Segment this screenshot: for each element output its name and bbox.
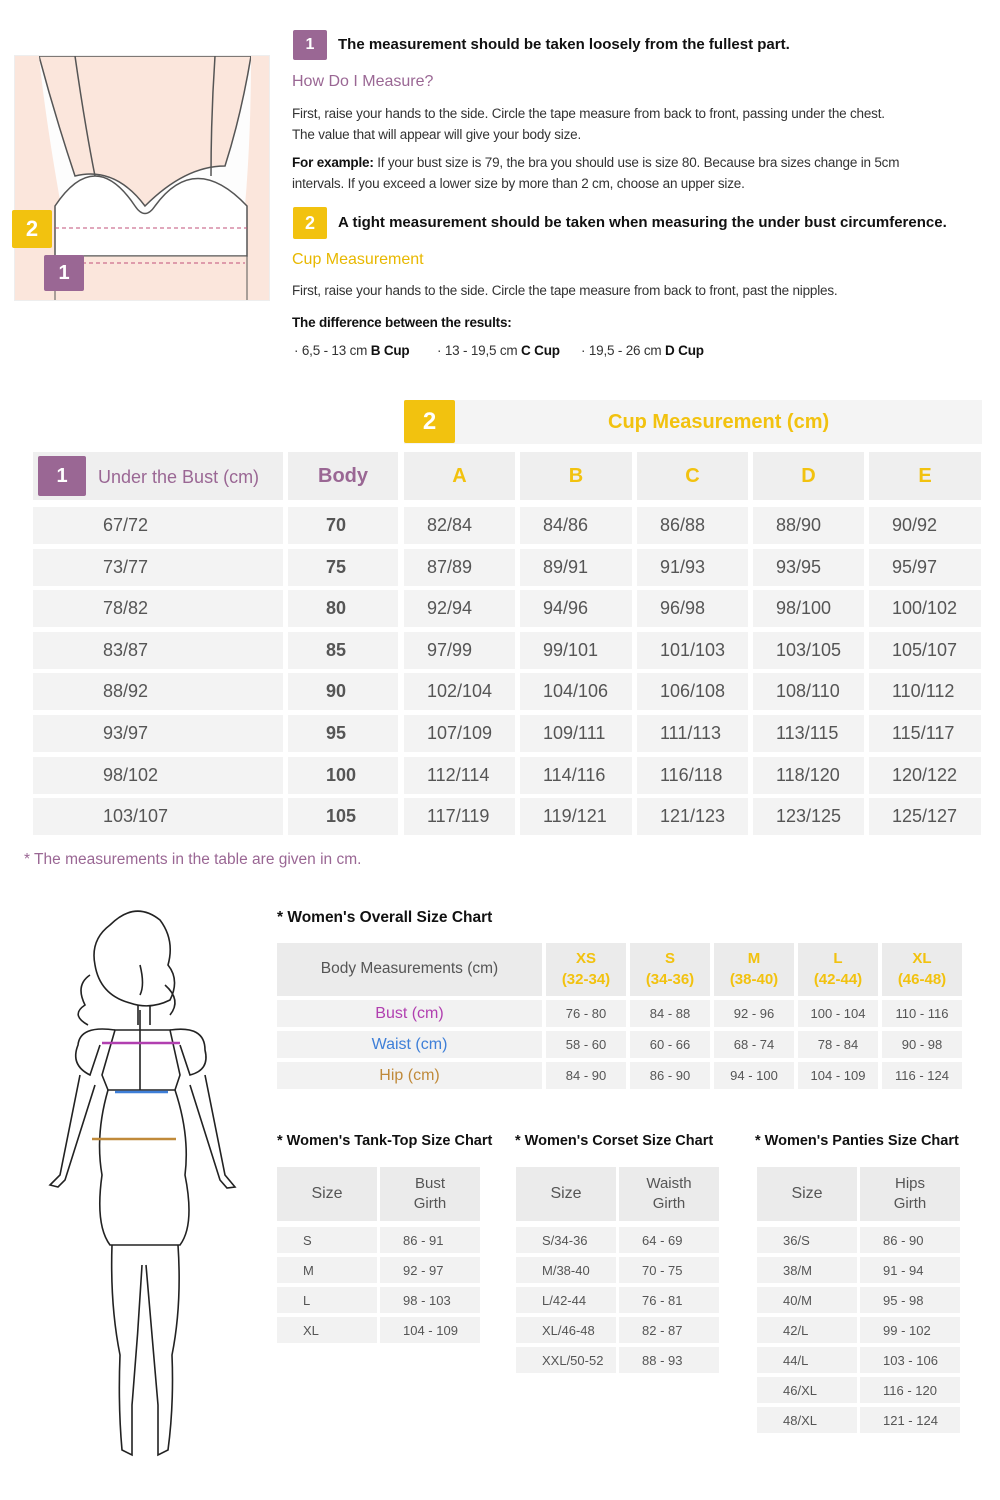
under-bust-cell: 83/87 (33, 632, 283, 669)
diff-cup: D Cup (665, 343, 704, 358)
diff-item-b (294, 343, 409, 358)
corset-girth-header-b: Girth (652, 1195, 686, 1212)
table-note: * The measurements in the table are given in cm. (24, 851, 362, 868)
cup-value-cell: 102/104 (404, 673, 515, 710)
panties-size-cell: 36/S (757, 1227, 857, 1253)
under-bust-header-badge: 1 (38, 456, 86, 496)
overall-size-name: L (833, 950, 843, 968)
diff-range: · 19,5 - 26 cm (581, 343, 666, 358)
body-size-cell: 85 (288, 632, 398, 669)
overall-value-cell: 90 - 98 (882, 1031, 962, 1058)
cup-value-cell: 103/105 (753, 632, 864, 669)
overall-value-cell: 100 - 104 (798, 1000, 878, 1027)
panties-girth-header-a: Hips (894, 1174, 925, 1192)
corset-size-cell: L/42-44 (516, 1287, 616, 1313)
under-bust-cell: 78/82 (33, 590, 283, 627)
cup-header-b: B (520, 452, 632, 500)
cup-value-cell: 120/122 (869, 757, 981, 794)
overall-value-cell: 92 - 96 (714, 1000, 794, 1027)
diff-range: · 13 - 19,5 cm (437, 343, 522, 358)
body-figure-illustration (40, 905, 245, 1465)
overall-size-name: S (664, 950, 675, 968)
cup-value-cell: 82/84 (404, 507, 515, 544)
cup-value-cell: 87/89 (404, 549, 515, 586)
cup-value-cell: 92/94 (404, 590, 515, 627)
panties-girth-cell: 86 - 90 (860, 1227, 960, 1253)
cup-value-cell: 116/118 (637, 757, 748, 794)
point2-badge: 2 (293, 207, 327, 239)
cup-value-cell: 84/86 (520, 507, 632, 544)
corset-size-cell: XL/46-48 (516, 1317, 616, 1343)
overall-size-range: (32-34) (561, 970, 611, 988)
cup-header: Cup Measurement (cm) (608, 411, 830, 433)
under-bust-cell: 73/77 (33, 549, 283, 586)
cup-value-cell: 119/121 (520, 798, 632, 835)
under-bust-cell: 98/102 (33, 757, 283, 794)
corset-size-cell: M/38-40 (516, 1257, 616, 1283)
corset-girth-header-a: Waisth (646, 1174, 692, 1192)
cup-value-cell: 95/97 (869, 549, 981, 586)
body-size-cell: 70 (288, 507, 398, 544)
overall-size-range: (46-48) (897, 970, 947, 988)
cup-header-badge: 2 (404, 400, 455, 443)
overall-size-range: (38-40) (729, 970, 779, 988)
tank-girth-cell: 98 - 103 (380, 1287, 480, 1313)
cup-value-cell: 97/99 (404, 632, 515, 669)
corset-size-header: Size (516, 1167, 616, 1221)
overall-size-range: (34-36) (645, 970, 695, 988)
tank-size-cell: M (277, 1257, 377, 1283)
body-size-cell: 105 (288, 798, 398, 835)
body-size-cell: 75 (288, 549, 398, 586)
cup-text: First, raise your hands to the side. Circle the tape measure from back to front, past the nipples. (292, 283, 838, 298)
overall-value-cell: 76 - 80 (546, 1000, 626, 1027)
overall-value-cell: 84 - 90 (546, 1062, 626, 1089)
overall-value-cell: 78 - 84 (798, 1031, 878, 1058)
overall-size-header (798, 943, 878, 996)
cup-value-cell: 99/101 (520, 632, 632, 669)
cup-value-cell: 107/109 (404, 715, 515, 752)
body-size-cell: 100 (288, 757, 398, 794)
tank-size-cell: S (277, 1227, 377, 1253)
overall-size-name: XS (575, 950, 596, 968)
how-title: How Do I Measure? (292, 73, 434, 90)
example-label: For example: (292, 155, 374, 170)
example-line-1 (292, 155, 899, 170)
corset-girth-header (619, 1167, 719, 1221)
panties-girth-cell: 91 - 94 (860, 1257, 960, 1283)
overall-title: * Women's Overall Size Chart (277, 909, 493, 926)
under-bust-header: Under the Bust (cm) (98, 467, 260, 487)
cup-value-cell: 98/100 (753, 590, 864, 627)
corset-title: * Women's Corset Size Chart (515, 1133, 714, 1149)
cup-value-cell: 115/117 (869, 715, 981, 752)
cup-value-cell: 113/115 (753, 715, 864, 752)
cup-value-cell: 88/90 (753, 507, 864, 544)
overall-size-header (714, 943, 794, 996)
diff-cup: B Cup (370, 343, 410, 358)
cup-header-a: A (404, 452, 515, 500)
corset-size-cell: S/34-36 (516, 1227, 616, 1253)
overall-row-label: Bust (cm) (277, 1000, 542, 1027)
diff-cup: C Cup (521, 343, 560, 358)
panties-size-cell: 42/L (757, 1317, 857, 1343)
tank-girth-header-a: Bust (414, 1174, 445, 1192)
panties-size-cell: 48/XL (757, 1407, 857, 1433)
cup-value-cell: 91/93 (637, 549, 748, 586)
cup-value-cell: 121/123 (637, 798, 748, 835)
overall-value-cell: 68 - 74 (714, 1031, 794, 1058)
overall-value-cell: 94 - 100 (714, 1062, 794, 1089)
under-bust-cell: 88/92 (33, 673, 283, 710)
cup-value-cell: 101/103 (637, 632, 748, 669)
example-text-1: If your bust size is 79, the bra you should use is size 80. Because bra sizes change in 5cm (373, 155, 900, 170)
diff-range: · 6,5 - 13 cm (294, 343, 371, 358)
overall-size-header (882, 943, 962, 996)
tank-girth-cell: 92 - 97 (380, 1257, 480, 1283)
cup-header-e: E (869, 452, 981, 500)
image-badge-2: 2 (12, 210, 52, 248)
cup-value-cell: 108/110 (753, 673, 864, 710)
overall-value-cell: 58 - 60 (546, 1031, 626, 1058)
tank-size-header: Size (277, 1167, 377, 1221)
body-size-cell: 90 (288, 673, 398, 710)
panties-girth-cell: 99 - 102 (860, 1317, 960, 1343)
panties-girth-cell: 121 - 124 (860, 1407, 960, 1433)
cup-title: Cup Measurement (292, 251, 424, 268)
overall-value-cell: 86 - 90 (630, 1062, 710, 1089)
under-bust-cell: 67/72 (33, 507, 283, 544)
overall-row-label: Hip (cm) (277, 1062, 542, 1089)
cup-value-cell: 94/96 (520, 590, 632, 627)
corset-girth-cell: 64 - 69 (619, 1227, 719, 1253)
how-text-1: First, raise your hands to the side. Circle the tape measure from back to front, passing under the chest. (292, 106, 885, 121)
cup-value-cell: 111/113 (637, 715, 748, 752)
cup-value-cell: 117/119 (404, 798, 515, 835)
tank-girth-header (380, 1167, 480, 1221)
cup-value-cell: 106/108 (637, 673, 748, 710)
cup-value-cell: 90/92 (869, 507, 981, 544)
corset-girth-cell: 76 - 81 (619, 1287, 719, 1313)
cup-value-cell: 110/112 (869, 673, 981, 710)
point2-text: A tight measurement should be taken when measuring the under bust circumference. (338, 214, 947, 231)
panties-size-cell: 38/M (757, 1257, 857, 1283)
tank-size-cell: L (277, 1287, 377, 1313)
cup-value-cell: 104/106 (520, 673, 632, 710)
panties-size-cell: 46/XL (757, 1377, 857, 1403)
tank-title: * Women's Tank-Top Size Chart (277, 1133, 493, 1149)
diff-item-c (437, 343, 560, 358)
overall-row-header: Body Measurements (cm) (277, 943, 542, 996)
panties-size-cell: 40/M (757, 1287, 857, 1313)
panties-girth-cell: 95 - 98 (860, 1287, 960, 1313)
overall-row-label: Waist (cm) (277, 1031, 542, 1058)
cup-value-cell: 93/95 (753, 549, 864, 586)
corset-girth-cell: 88 - 93 (619, 1347, 719, 1373)
cup-value-cell: 105/107 (869, 632, 981, 669)
body-header: Body (288, 452, 398, 500)
under-bust-cell: 93/97 (33, 715, 283, 752)
overall-size-range: (42-44) (813, 970, 863, 988)
overall-value-cell: 110 - 116 (882, 1000, 962, 1027)
corset-girth-cell: 82 - 87 (619, 1317, 719, 1343)
cup-value-cell: 100/102 (869, 590, 981, 627)
overall-value-cell: 104 - 109 (798, 1062, 878, 1089)
cup-value-cell: 123/125 (753, 798, 864, 835)
overall-value-cell: 60 - 66 (630, 1031, 710, 1058)
body-size-cell: 80 (288, 590, 398, 627)
overall-value-cell: 116 - 124 (882, 1062, 962, 1089)
diff-item-d (581, 343, 704, 358)
how-text-2: The value that will appear will give your body size. (292, 127, 581, 142)
point1-text: The measurement should be taken loosely from the fullest part. (338, 36, 790, 53)
cup-value-cell: 118/120 (753, 757, 864, 794)
point1-badge: 1 (293, 30, 327, 60)
tank-girth-cell: 86 - 91 (380, 1227, 480, 1253)
cup-value-cell: 112/114 (404, 757, 515, 794)
panties-girth-cell: 116 - 120 (860, 1377, 960, 1403)
tank-girth-header-b: Girth (413, 1195, 447, 1212)
body-size-cell: 95 (288, 715, 398, 752)
overall-size-name: M (747, 950, 761, 968)
panties-size-cell: 44/L (757, 1347, 857, 1373)
cup-header-d: D (753, 452, 864, 500)
panties-girth-header-b: Girth (893, 1195, 927, 1212)
cup-value-cell: 86/88 (637, 507, 748, 544)
cup-value-cell: 89/91 (520, 549, 632, 586)
diff-title: The difference between the results: (292, 315, 512, 330)
cup-value-cell: 125/127 (869, 798, 981, 835)
example-text-2: intervals. If you exceed a lower size by more than 2 cm, choose an upper size. (292, 176, 745, 191)
panties-title: * Women's Panties Size Chart (755, 1133, 959, 1149)
cup-value-cell: 109/111 (520, 715, 632, 752)
overall-size-header (546, 943, 626, 996)
tank-size-cell: XL (277, 1317, 377, 1343)
overall-size-header (630, 943, 710, 996)
cup-value-cell: 96/98 (637, 590, 748, 627)
tank-girth-cell: 104 - 109 (380, 1317, 480, 1343)
panties-size-header: Size (757, 1167, 857, 1221)
cup-header-c: C (637, 452, 748, 500)
cup-value-cell: 114/116 (520, 757, 632, 794)
corset-girth-cell: 70 - 75 (619, 1257, 719, 1283)
image-badge-1: 1 (44, 255, 84, 291)
overall-value-cell: 84 - 88 (630, 1000, 710, 1027)
corset-size-cell: XXL/50-52 (516, 1347, 616, 1373)
under-bust-cell: 103/107 (33, 798, 283, 835)
panties-girth-header (860, 1167, 960, 1221)
panties-girth-cell: 103 - 106 (860, 1347, 960, 1373)
overall-size-name: XL (912, 950, 932, 968)
